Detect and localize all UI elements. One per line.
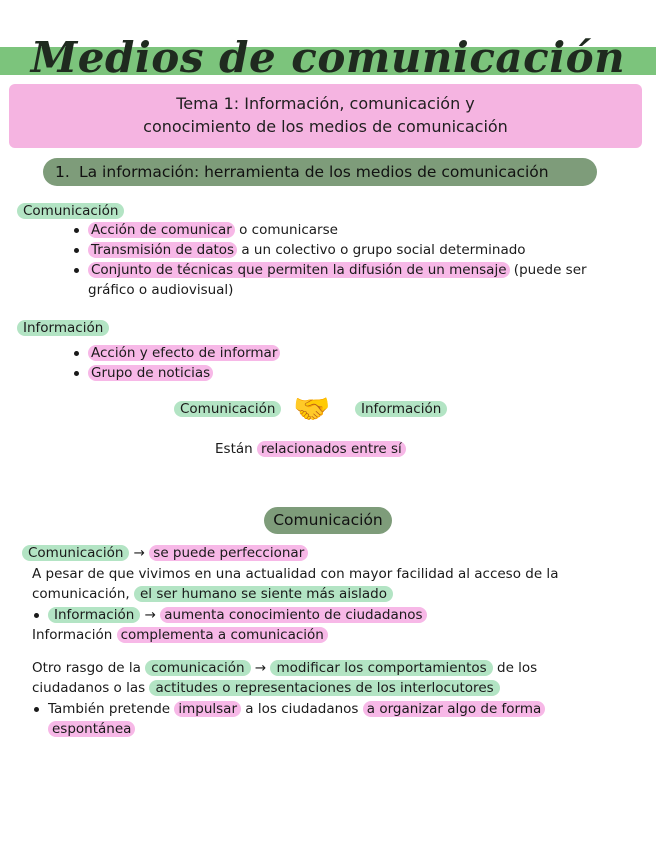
list-item: Acción de comunicar o comunicarse [72, 220, 642, 240]
section-2-line-1: Comunicación → se puede perfeccionar [22, 543, 308, 563]
section-1-heading [43, 158, 597, 186]
page-title: Medios de comunicación [30, 33, 626, 82]
relation-right-label: Información [355, 399, 447, 419]
section-1-number: 1. [55, 163, 70, 181]
comunicacion-label: Comunicación [17, 201, 124, 221]
informacion-definitions [72, 343, 572, 383]
handshake-icon: 🤝 [293, 392, 331, 427]
list-item: Conjunto de técnicas que permiten la difusión de un mensaje (puede ser gráfico o audiovisual) [72, 260, 642, 300]
section-2-heading: Comunicación [264, 507, 392, 534]
section-2-paragraph-1a: A pesar de que vivimos en una actualidad con mayor facilidad al acceso de la [32, 566, 559, 582]
section-2-paragraph-2: Información complementa a comunicación [32, 625, 328, 645]
list-item: Grupo de noticias [72, 363, 572, 383]
comunicacion-definitions [72, 220, 642, 300]
relation-left-label: Comunicación [174, 399, 281, 419]
section-2-bullet-2 [32, 699, 632, 739]
list-item: Acción y efecto de informar [72, 343, 572, 363]
section-2-paragraph-3b: ciudadanos o las actitudes o representaciones de los interlocutores [32, 678, 500, 698]
section-2-paragraph-1b: comunicación, el ser humano se siente más aislado [32, 584, 393, 604]
topic-header-box [9, 84, 642, 148]
section-2-paragraph-3a: Otro rasgo de la comunicación → modificar los comportamientos de los [32, 660, 538, 676]
list-item: Transmisión de datos a un colectivo o grupo social determinado [72, 240, 642, 260]
section-1-title: La información: herramienta de los medios de comunicación [79, 163, 549, 181]
informacion-label: Información [17, 318, 109, 338]
topic-line-1: Tema 1: Información, comunicación y [176, 94, 475, 113]
list-item: También pretende impulsar a los ciudadanos a organizar algo de forma espontánea [32, 699, 632, 739]
topic-line-2: conocimiento de los medios de comunicación [143, 117, 508, 136]
list-item: Información → aumenta conocimiento de ciudadanos [32, 605, 427, 625]
relation-caption: Están relacionados entre sí [215, 439, 406, 459]
section-2-bullet-1 [32, 605, 427, 625]
